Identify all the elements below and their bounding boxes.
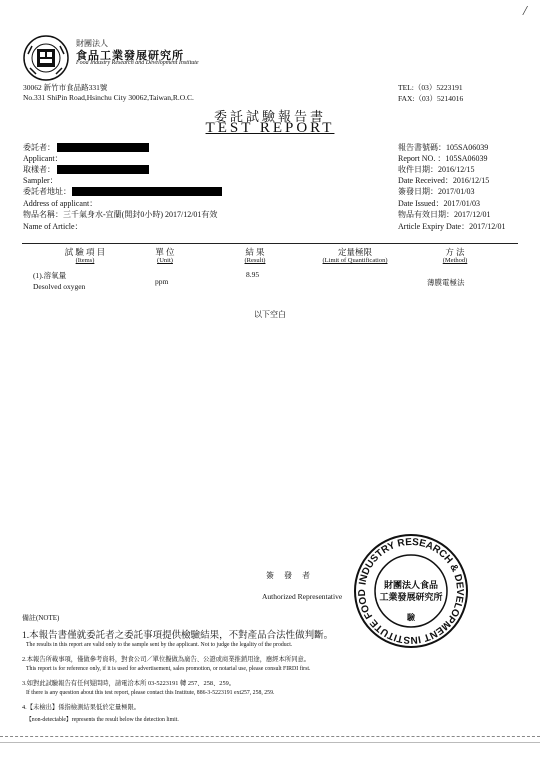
- org-name-prefix: 財團法人: [76, 39, 108, 48]
- official-stamp: [352, 532, 470, 650]
- note3-cn: 3.如對此試驗報告有任何疑問時，請電洽本所 03-5223191 轉 257、258、259。: [22, 680, 236, 687]
- blank-below-note: 以下空白: [254, 310, 286, 319]
- header-result-en: (Result): [244, 257, 266, 264]
- date-received-cn: 收件日期：2016/12/15: [398, 165, 475, 174]
- sampler-label-cn: 取樣者：: [23, 165, 55, 174]
- stamp-ring-text: INDUSTRY RESEARCH & DEVELOPMENT INSTITUTE FOOD: [356, 536, 466, 646]
- row-method: 薄膜電極法: [427, 278, 465, 287]
- stamp-center-line1: 財團法人食品: [383, 580, 439, 590]
- footer-scan-line: [0, 742, 540, 743]
- institute-logo-seal: [22, 34, 70, 82]
- stamp-bottom-char: 驗: [407, 613, 415, 622]
- stamp-center-line2: 工業發展研究所: [379, 592, 443, 602]
- date-issued-en: Date Issued：2017/01/03: [398, 199, 480, 208]
- header-loq-cn: 定量極限: [337, 247, 372, 257]
- article-label-en: Name of Article：: [23, 222, 83, 231]
- note4-cn: 4.【未檢出】係指檢測結果低於定量極限。: [22, 704, 141, 711]
- svg-text:INDUSTRY RESEARCH & DEVELOPMEN: [357, 537, 465, 645]
- date-received-en: Date Received：2016/12/15: [398, 176, 490, 185]
- row-result: 8.95: [246, 270, 260, 279]
- corner-mark: /: [523, 4, 527, 19]
- redaction-bar: [57, 143, 149, 152]
- footer-scan-line: [0, 736, 540, 737]
- header-method-cn: 方 法: [445, 247, 465, 257]
- header-method-en: (Method): [442, 257, 468, 264]
- note2-en: This report is for reference only, if it is used for advertisement, sales promotion, or notarial use, please consult FIRDI first.: [26, 666, 311, 672]
- expiry-date-en: Article Expiry Date：2017/12/01: [398, 222, 506, 231]
- client-label-cn: 委託者：: [23, 143, 55, 152]
- date-issued-cn: 簽發日期：2017/01/03: [398, 187, 475, 196]
- fax: FAX:（03）5214016: [398, 94, 464, 103]
- header-unit-cn: 單 位: [155, 247, 175, 257]
- redaction-bar: [57, 165, 149, 174]
- note1-cn: 1.本報告書僅就委託者之委託事項提供檢驗結果，不對產品合法性做判斷。: [22, 631, 334, 641]
- title-cn: 委託試驗報告書: [213, 109, 326, 124]
- address-label-cn: 委託者地址：: [23, 187, 71, 196]
- table-top-rule: [22, 243, 518, 244]
- header-result-cn: 結 果: [245, 247, 265, 257]
- header-unit-en: (Unit): [157, 257, 173, 264]
- report-no-cn: 報告書號碼：105SA06039: [398, 143, 489, 152]
- sampler-label-en: Sampler：: [23, 176, 58, 185]
- address-en: No.331 ShiPin Road,Hsinchu City 30062,Taiwan,R.O.C.: [23, 93, 194, 102]
- redaction-bar: [72, 187, 222, 196]
- note2-cn: 2.本報告所載事項，僅做參考資料，對食公司／單位擬做為廣告、公證或商業推銷用途，應經本所同意。: [22, 656, 311, 663]
- report-no-en: Report NO. ：105SA06039: [398, 154, 488, 163]
- expiry-date-cn: 物品有效日期：2017/12/01: [398, 210, 491, 219]
- header-items-cn: 試 驗 項 目: [64, 247, 106, 257]
- header-loq-en: (Limit of Quantification): [322, 257, 388, 264]
- signer-label-en: Authorized Representative: [262, 592, 343, 601]
- client-label-en: Applicant：: [23, 154, 63, 163]
- header-items-en: (Items): [75, 257, 95, 264]
- article-name-cn: 物品名稱：三千氣身水-宜蘭(開封0小時) 2017/12/01有效: [23, 210, 218, 219]
- address-cn: 30062 新竹市食品路331號: [23, 83, 108, 92]
- org-name-cn: 食品工業發展研究所: [76, 50, 184, 62]
- tel: TEL:（03）5223191: [398, 83, 463, 92]
- note3-en: If there is any question about this test report, please contact this Institute, 886-3-5223191 ext257, 258, 259.: [26, 690, 275, 696]
- note4-en: 【non-detectable】represents the result below the detection limit.: [26, 717, 179, 723]
- org-name-en: Food Industry Research and Development Institute: [76, 60, 199, 66]
- title-en: TEST REPORT: [205, 120, 335, 136]
- note1-en: The results in this report are valid only to the sample sent by the applicant. Not to judge the legality of the product.: [26, 642, 293, 648]
- row-unit: ppm: [155, 277, 169, 286]
- row-item-cn: (1).溶氧量: [33, 271, 67, 280]
- signer-label-cn: 簽 發 者: [266, 571, 314, 580]
- address-label-en: Address of applicant：: [23, 199, 98, 208]
- notes-header: 備註(NOTE): [22, 614, 60, 622]
- row-item-en: Desolved oxygen: [33, 282, 86, 291]
